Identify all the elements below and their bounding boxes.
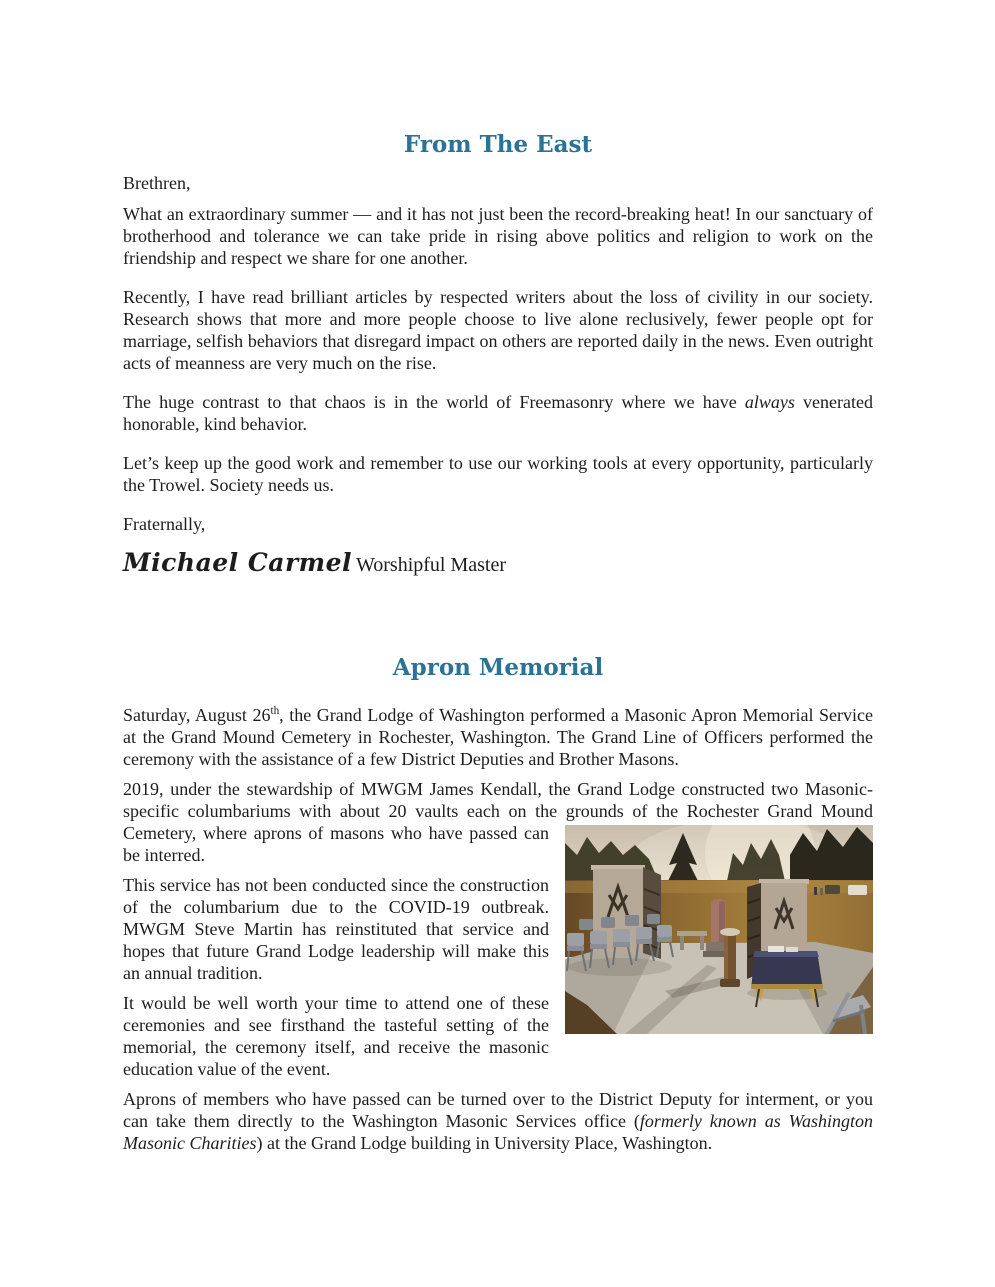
ordinal-superscript: th <box>270 705 280 717</box>
section-title-from-the-east: From The East <box>403 131 593 158</box>
section-title-apron-memorial: Apron Memorial <box>392 654 604 681</box>
section-apron-memorial <box>123 654 873 1154</box>
paragraph-columbarium <box>123 778 873 866</box>
salutation: Brethren, <box>123 173 191 193</box>
text-segment: ) at the Grand Lodge building in University Place, Washington. <box>256 1133 713 1153</box>
text-segment: , the Grand Lodge of Washington performed a Masonic Apron Memorial Service at the Grand Mound Cemetery in Rochester, Washington. The Grand Line of Officers performed the ceremony with the assistance of a few District Deputies and Brother Masons. <box>123 705 873 769</box>
text-segment: Saturday, August 26 <box>123 705 271 725</box>
signature-michael-carmel: Michael Carmel <box>123 548 352 577</box>
paragraph-aprons-interment <box>123 1088 873 1154</box>
text-segment: venerated honorable, kind behavior. <box>123 392 873 434</box>
signature-line <box>123 548 873 580</box>
paragraph-covid: This service has not been conducted since the construction of the columbarium due to the COVID-19 outbreak. MWGM Steve Martin has reinstituted that service and hopes that future Grand Lodge leadership will make this an annual tradition. <box>123 875 549 983</box>
italic-always: always <box>744 392 795 412</box>
paragraph-contrast <box>123 391 873 435</box>
paragraph-trowel: Let’s keep up the good work and remember to use our working tools at every opportunity, particularly the Trowel. Society needs us. <box>123 453 873 495</box>
paragraph-attend: It would be well worth your time to attend one of these ceremonies and see firsthand the tasteful setting of the memorial, the ceremony itself, and receive the masonic education value of the event. <box>123 993 549 1079</box>
text-segment: Mound Cemetery, where aprons of masons who have passed can be interred. <box>123 801 873 865</box>
section-from-the-east <box>123 131 873 580</box>
closing-fraternally: Fraternally, <box>123 514 206 534</box>
text-segment: Aprons of members who have passed can be turned over to the District Deputy for interment, or you can take them directly to the Washington Masonic Services office ( <box>123 1089 873 1131</box>
paragraph-apron-service <box>123 704 873 770</box>
signature-title: Worshipful Master <box>356 554 507 576</box>
paragraph-summer: What an extraordinary summer — and it has not just been the record-breaking heat! In our sanctuary of brotherhood and tolerance we can take pride in rising above politics and religion to work on the friendship and respect we share for one another. <box>123 204 873 268</box>
paragraph-civility: Recently, I have read brilliant articles by respected writers about the loss of civility in our society. Research shows that more and more people choose to live alone reclusively, fewer people opt for marriage, selfish behaviors that disregard impact on others are reported daily in the news. Even outright acts of meanness are very much on the rise. <box>123 287 873 373</box>
text-segment: 2019, under the stewardship of MWGM James Kendall, the Grand Lodge constructed two Masonic-specific columbariums with about 20 vaults each on the grounds of the Rochester Grand <box>123 779 873 821</box>
italic-formerly-known-as: formerly known as Washington Masonic Charities <box>123 1111 873 1153</box>
text-segment: The huge contrast to that chaos is in the world of Freemasonry where we have <box>123 392 745 412</box>
apron-memorial-photo <box>565 825 873 1034</box>
apron-memorial-photo-illustration <box>565 825 873 1034</box>
